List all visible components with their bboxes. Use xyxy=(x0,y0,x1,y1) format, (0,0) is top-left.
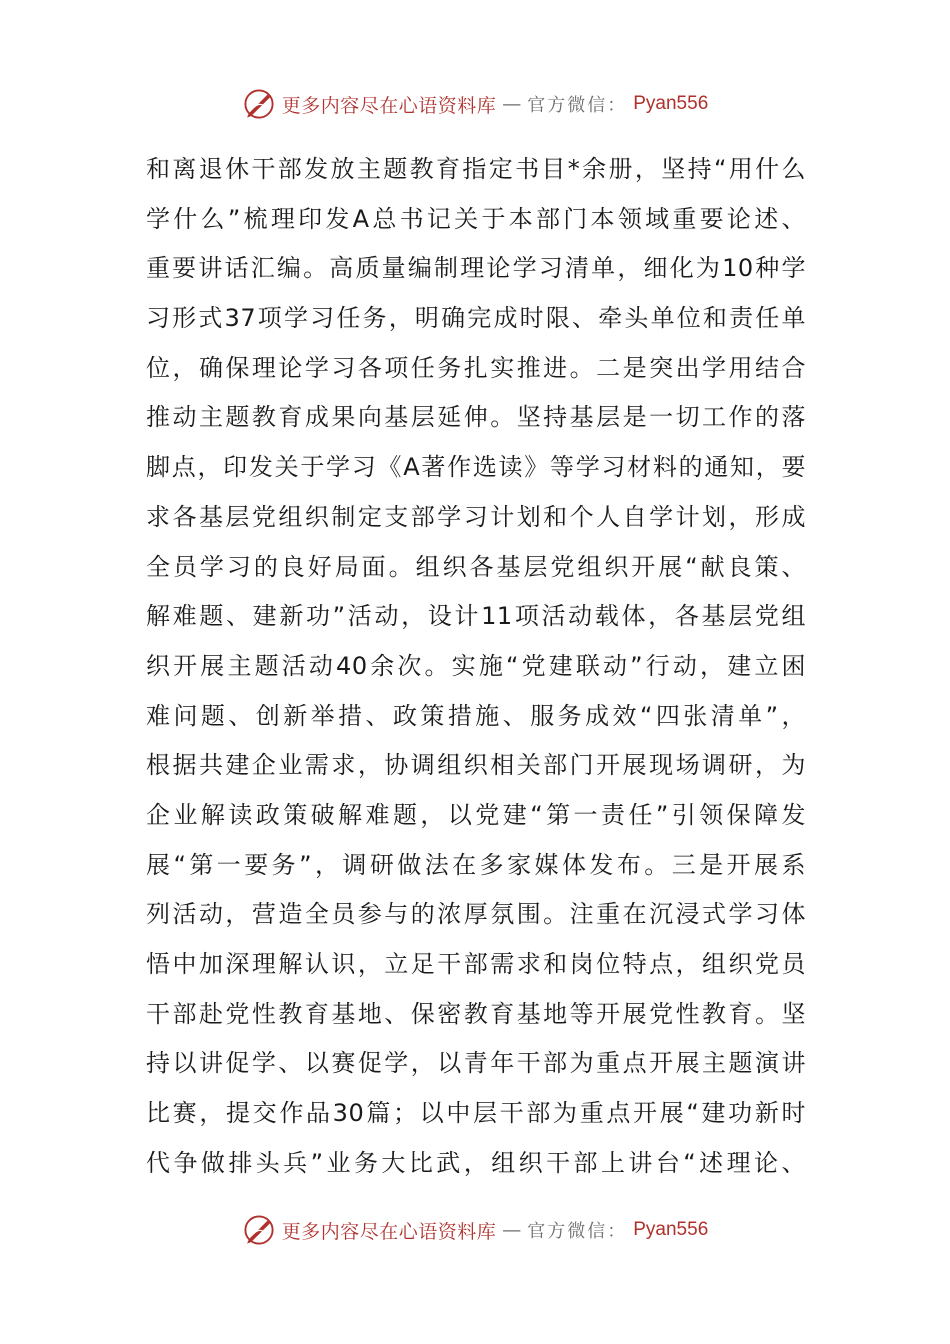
text-line: 代争做排头兵”业务大比武，组织干部上讲台“述理论、 xyxy=(146,1148,806,1177)
text-line: 习形式37项学习任务，明确完成时限、牵头单位和责任单 xyxy=(146,304,806,333)
text-line: 悟中加深理解认识，立足干部需求和岗位特点，组织党员 xyxy=(146,950,806,978)
text-line: 列活动，营造全员参与的浓厚氛围。注重在沉浸式学习体 xyxy=(146,900,806,929)
document-body xyxy=(146,145,806,1188)
header-watermark xyxy=(0,84,950,124)
text-line: 重要讲话汇编。高质量编制理论学习清单，细化为10种学 xyxy=(146,254,806,283)
text-line: 难问题、创新举措、政策措施、服务成效“四张清单”， xyxy=(146,701,806,730)
text-line: 展“第一要务”，调研做法在多家媒体发布。三是开展系 xyxy=(146,850,806,879)
watermark-label: 官方微信： xyxy=(527,95,628,116)
watermark-label: 官方微信： xyxy=(527,1221,628,1242)
watermark-text: 更多内容尽在心语资料库 xyxy=(281,94,497,117)
watermark-wechat-id: Pyan556 xyxy=(633,1219,709,1240)
text-line: 脚点，印发关于学习《A著作选读》等学习材料的通知，要 xyxy=(146,453,806,482)
text-line: 位，确保理论学习各项任务扎实推进。二是突出学用结合 xyxy=(146,353,806,382)
text-line: 持以讲促学、以赛促学，以青年干部为重点开展主题演讲 xyxy=(146,1049,806,1078)
text-line: 解难题、建新功”活动，设计11项活动载体，各基层党组 xyxy=(146,602,806,631)
text-line: 学什么”梳理印发A总书记关于本部门本领域重要论述、 xyxy=(146,204,806,233)
pen-circle-logo-icon xyxy=(242,1213,276,1247)
text-line: 推动主题教育成果向基层延伸。坚持基层是一切工作的落 xyxy=(146,403,806,432)
pen-circle-logo-icon xyxy=(242,87,276,121)
text-line: 比赛，提交作品30篇；以中层干部为重点开展“建功新时 xyxy=(146,1099,806,1128)
text-line: 和离退休干部发放主题教育指定书目*余册，坚持“用什么 xyxy=(146,155,806,183)
text-line: 根据共建企业需求，协调组织相关部门开展现场调研，为 xyxy=(146,751,806,780)
text-line: 企业解读政策破解难题，以党建“第一责任”引领保障发 xyxy=(146,800,806,829)
text-line: 全员学习的良好局面。组织各基层党组织开展“献良策、 xyxy=(146,552,806,581)
text-line: 求各基层党组织制定支部学习计划和个人自学计划，形成 xyxy=(146,502,806,531)
watermark-wechat-id: Pyan556 xyxy=(633,93,709,114)
watermark-text: 更多内容尽在心语资料库 xyxy=(281,1220,497,1243)
text-line: 织开展主题活动40余次。实施“党建联动”行动，建立困 xyxy=(146,651,806,680)
watermark-separator: — xyxy=(502,93,522,115)
watermark-separator: — xyxy=(502,1219,522,1241)
footer-watermark xyxy=(0,1210,950,1250)
text-line: 干部赴党性教育基地、保密教育基地等开展党性教育。坚 xyxy=(146,999,806,1028)
